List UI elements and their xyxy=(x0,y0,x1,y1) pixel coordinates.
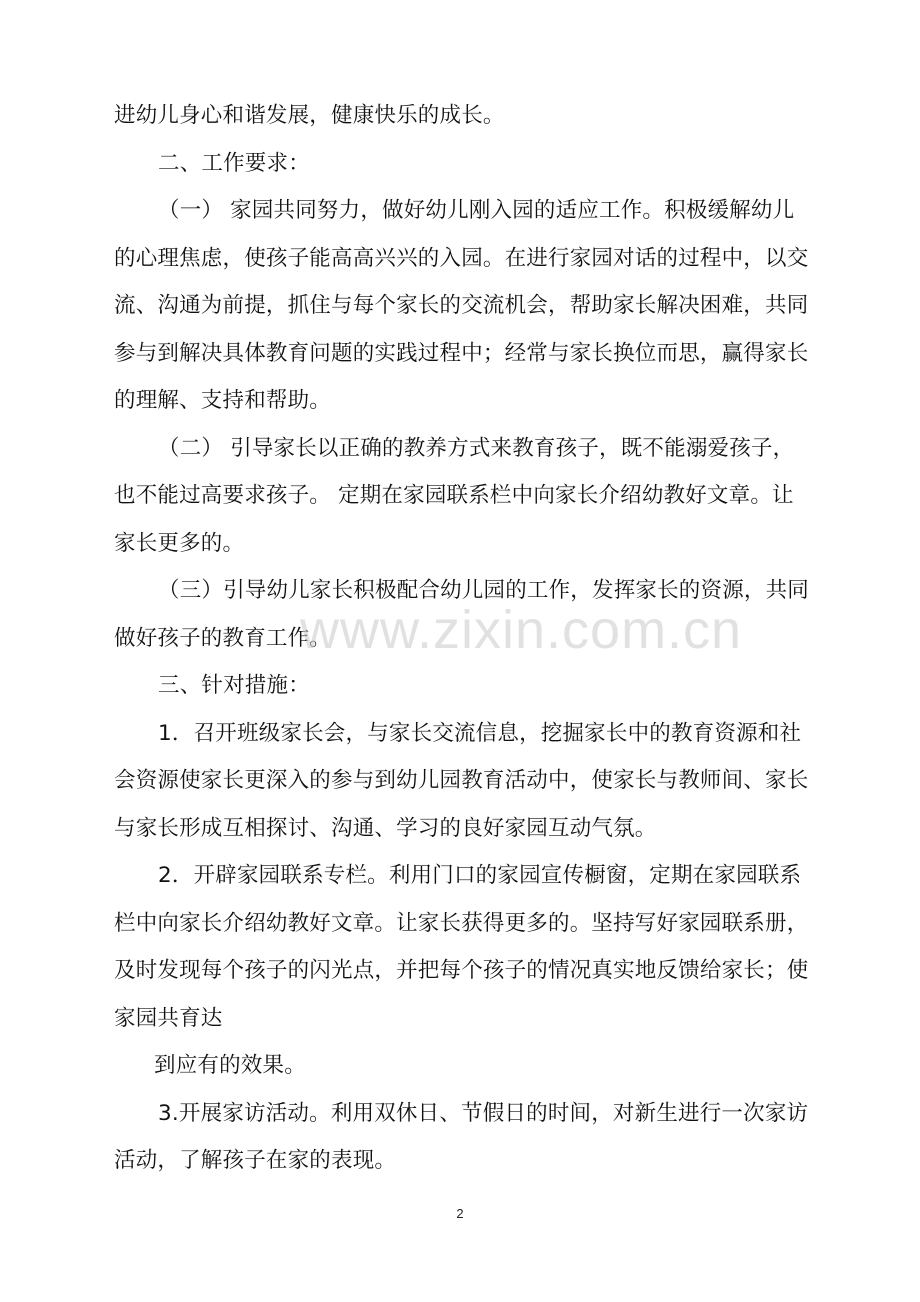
text-line: 1．召开班级家长会，与家长交流信息，挖掘家长中的教育资源和社 xyxy=(158,720,802,746)
text-line: 参与到解决具体教育问题的实践过程中；经常与家长换位而思，赢得家长 xyxy=(114,340,809,366)
text-line: 活动，了解孩子在家的表现。 xyxy=(114,1148,397,1173)
text-line: 的理解、支持和帮助。 xyxy=(114,388,332,413)
text-line: （一） 家园共同努力，做好幼儿刚入园的适应工作。积极缓解幼儿 xyxy=(158,198,795,223)
text-line: （三）引导幼儿家长积极配合幼儿园的工作，发挥家长的资源，共同 xyxy=(158,578,810,603)
text-line: 进幼儿身心和谐发展，健康快乐的成长。 xyxy=(114,103,505,128)
page-number: 2 xyxy=(456,1206,464,1221)
text-line: 的心理焦虑，使孩子能高高兴兴的入园。在进行家园对话的过程中，以交 xyxy=(114,245,809,271)
section-heading-requirements: 二、工作要求： xyxy=(158,150,310,176)
text-line: 会资源使家长更深入的参与到幼儿园教育活动中，使家长与教师间、家长 xyxy=(114,768,809,793)
text-line: 家园共育达 xyxy=(114,1005,223,1031)
text-line: 流、沟通为前提，抓住与每个家长的交流机会，帮助家长解决困难，共同 xyxy=(114,293,809,318)
text-line: 3.开展家访活动。利用双休日、节假日的时间，对新生进行一次家访 xyxy=(158,1100,809,1126)
text-line: 到应有的效果。 xyxy=(154,1053,306,1078)
text-line: 栏中向家长介绍幼教好文章。让家长获得更多的。坚持写好家园联系册， xyxy=(114,910,809,936)
text-line: 2．开辟家园联系专栏。利用门口的家园宣传橱窗，定期在家园联系 xyxy=(158,863,802,888)
section-heading-measures: 三、针对措施： xyxy=(158,673,310,698)
text-line: 做好孩子的教育工作。 xyxy=(114,625,332,651)
text-line: 及时发现每个孩子的闪光点，并把每个孩子的情况真实地反馈给家长；使 xyxy=(114,958,809,983)
text-line: 与家长形成互相探讨、沟通、学习的良好家园互动气氛。 xyxy=(114,815,657,841)
document-body xyxy=(114,92,814,1185)
text-line: 也不能过高要求孩子。 定期在家园联系栏中向家长介绍幼教好文章。让 xyxy=(114,483,794,508)
text-line: 家长更多的。 xyxy=(114,530,245,556)
text-line: （二） 引导家长以正确的教养方式来教育孩子，既不能溺爱孩子， xyxy=(158,435,795,461)
watermark: www.zixin.com.cn xyxy=(300,600,743,660)
